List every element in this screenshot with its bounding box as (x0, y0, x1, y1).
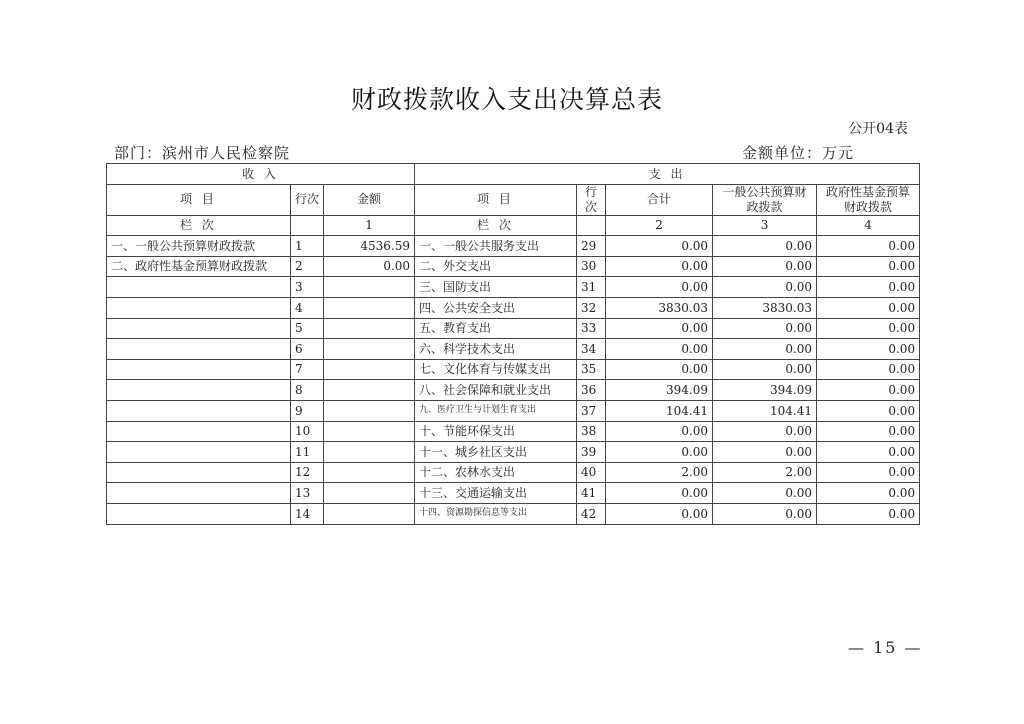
total-cell: 0.00 (606, 339, 713, 360)
page-title: 财政拨款收入支出决算总表 (350, 85, 663, 114)
expense-item-cell: 十二、农林水支出 (415, 462, 577, 483)
department-label: 部门：滨州市人民检察院 (114, 144, 291, 162)
income-item-header: 项 目 (107, 184, 291, 215)
expense-item-cell: 一、一般公共服务支出 (415, 236, 577, 257)
expense-item-cell: 十、节能环保支出 (415, 421, 577, 442)
expense-row-no-cell: 39 (577, 442, 606, 463)
general-budget-cell: 0.00 (713, 256, 817, 277)
income-row-no-cell: 7 (291, 359, 324, 380)
column-header-row (107, 184, 920, 215)
table-row (107, 339, 920, 360)
total-cell: 0.00 (606, 256, 713, 277)
income-item-cell (107, 462, 291, 483)
expense-row-no-cell: 29 (577, 236, 606, 257)
income-row-no-cell: 11 (291, 442, 324, 463)
income-amount-cell (324, 318, 415, 339)
income-item-cell (107, 297, 291, 318)
budget-table (106, 163, 920, 525)
general-budget-cell: 394.09 (713, 380, 817, 401)
general-budget-header: 一般公共预算财政拨款 (713, 184, 817, 215)
general-budget-cell: 0.00 (713, 318, 817, 339)
total-header: 合计 (606, 184, 713, 215)
table-row (107, 462, 920, 483)
general-budget-cell: 0.00 (713, 277, 817, 298)
section-header-row (107, 164, 920, 185)
income-item-cell (107, 380, 291, 401)
income-amount-cell: 4536.59 (324, 236, 415, 257)
column-index-label: 栏 次 (415, 215, 577, 236)
expense-row-no-cell: 42 (577, 503, 606, 524)
expense-row-no-cell: 38 (577, 421, 606, 442)
fund-budget-cell: 0.00 (817, 256, 920, 277)
total-cell: 0.00 (606, 277, 713, 298)
empty-cell (577, 215, 606, 236)
column-index-4: 4 (817, 215, 920, 236)
fund-budget-cell: 0.00 (817, 318, 920, 339)
expense-item-cell: 七、文化体育与传媒支出 (415, 359, 577, 380)
expense-row-no-cell: 37 (577, 400, 606, 421)
income-amount-cell (324, 277, 415, 298)
expense-item-header: 项 目 (415, 184, 577, 215)
total-cell: 0.00 (606, 421, 713, 442)
total-cell: 0.00 (606, 318, 713, 339)
table-row (107, 442, 920, 463)
income-amount-cell (324, 462, 415, 483)
income-item-cell: 二、政府性基金预算财政拨款 (107, 256, 291, 277)
income-row-no-cell: 6 (291, 339, 324, 360)
income-item-cell (107, 400, 291, 421)
income-row-no-cell: 1 (291, 236, 324, 257)
general-budget-cell: 0.00 (713, 503, 817, 524)
income-item-cell (107, 421, 291, 442)
empty-cell (291, 215, 324, 236)
income-item-cell (107, 318, 291, 339)
expense-item-cell: 十三、交通运输支出 (415, 483, 577, 504)
column-index-3: 3 (713, 215, 817, 236)
expense-row-no-header: 行次 (577, 184, 606, 215)
total-cell: 3830.03 (606, 297, 713, 318)
fund-budget-cell: 0.00 (817, 359, 920, 380)
income-row-no-cell: 14 (291, 503, 324, 524)
expense-item-cell: 八、社会保障和就业支出 (415, 380, 577, 401)
income-item-cell: 一、一般公共预算财政拨款 (107, 236, 291, 257)
income-item-cell (107, 359, 291, 380)
general-budget-cell: 104.41 (713, 400, 817, 421)
expense-row-no-cell: 32 (577, 297, 606, 318)
expense-item-cell: 九、医疗卫生与计划生育支出 (415, 400, 577, 421)
table-row (107, 277, 920, 298)
expense-row-no-cell: 31 (577, 277, 606, 298)
general-budget-cell: 0.00 (713, 442, 817, 463)
income-item-cell (107, 483, 291, 504)
expense-row-no-cell: 35 (577, 359, 606, 380)
general-budget-cell: 2.00 (713, 462, 817, 483)
expense-row-no-cell: 34 (577, 339, 606, 360)
income-amount-cell (324, 400, 415, 421)
income-item-cell (107, 339, 291, 360)
fund-budget-cell: 0.00 (817, 483, 920, 504)
expense-row-no-cell: 30 (577, 256, 606, 277)
table-row (107, 503, 920, 524)
income-row-no-cell: 2 (291, 256, 324, 277)
expense-item-cell: 四、公共安全支出 (415, 297, 577, 318)
table-row (107, 318, 920, 339)
table-row (107, 483, 920, 504)
total-cell: 394.09 (606, 380, 713, 401)
total-cell: 2.00 (606, 462, 713, 483)
total-cell: 0.00 (606, 359, 713, 380)
total-cell: 0.00 (606, 442, 713, 463)
general-budget-cell: 0.00 (713, 483, 817, 504)
income-amount-cell (324, 380, 415, 401)
fund-budget-cell: 0.00 (817, 503, 920, 524)
income-item-cell (107, 277, 291, 298)
amount-unit-label: 金额单位：万元 (742, 144, 855, 162)
income-row-no-cell: 12 (291, 462, 324, 483)
income-row-no-cell: 3 (291, 277, 324, 298)
total-cell: 0.00 (606, 483, 713, 504)
column-index-2: 2 (606, 215, 713, 236)
income-row-no-cell: 4 (291, 297, 324, 318)
expense-row-no-cell: 41 (577, 483, 606, 504)
table-row (107, 297, 920, 318)
general-budget-cell: 0.00 (713, 359, 817, 380)
table-row (107, 256, 920, 277)
column-index-1: 1 (324, 215, 415, 236)
expense-row-no-cell: 40 (577, 462, 606, 483)
income-header: 收 入 (107, 164, 415, 185)
income-amount-header: 金额 (324, 184, 415, 215)
income-amount-cell (324, 442, 415, 463)
form-number: 公开04表 (848, 121, 908, 137)
fund-budget-cell: 0.00 (817, 236, 920, 257)
income-amount-cell (324, 339, 415, 360)
fund-budget-cell: 0.00 (817, 462, 920, 483)
general-budget-cell: 3830.03 (713, 297, 817, 318)
fund-budget-cell: 0.00 (817, 277, 920, 298)
income-row-no-cell: 9 (291, 400, 324, 421)
expense-row-no-cell: 33 (577, 318, 606, 339)
expense-item-cell: 二、外交支出 (415, 256, 577, 277)
general-budget-cell: 0.00 (713, 339, 817, 360)
income-row-no-header: 行次 (291, 184, 324, 215)
column-index-row (107, 215, 920, 236)
income-amount-cell (324, 297, 415, 318)
fund-budget-cell: 0.00 (817, 400, 920, 421)
fund-budget-cell: 0.00 (817, 442, 920, 463)
total-cell: 0.00 (606, 236, 713, 257)
total-cell: 104.41 (606, 400, 713, 421)
income-amount-cell: 0.00 (324, 256, 415, 277)
income-amount-cell (324, 503, 415, 524)
expense-item-cell: 三、国防支出 (415, 277, 577, 298)
total-cell: 0.00 (606, 503, 713, 524)
income-amount-cell (324, 359, 415, 380)
table-row (107, 380, 920, 401)
income-row-no-cell: 5 (291, 318, 324, 339)
income-amount-cell (324, 483, 415, 504)
expense-item-cell: 五、教育支出 (415, 318, 577, 339)
table-row (107, 236, 920, 257)
fund-budget-cell: 0.00 (817, 297, 920, 318)
fund-budget-header: 政府性基金预算财政拨款 (817, 184, 920, 215)
income-row-no-cell: 13 (291, 483, 324, 504)
fund-budget-cell: 0.00 (817, 380, 920, 401)
fund-budget-cell: 0.00 (817, 339, 920, 360)
general-budget-cell: 0.00 (713, 421, 817, 442)
column-index-label: 栏 次 (107, 215, 291, 236)
income-row-no-cell: 10 (291, 421, 324, 442)
expense-header: 支 出 (415, 164, 920, 185)
general-budget-cell: 0.00 (713, 236, 817, 257)
expense-item-cell: 六、科学技术支出 (415, 339, 577, 360)
expense-item-cell: 十四、资源勘探信息等支出 (415, 503, 577, 524)
expense-item-cell: 十一、城乡社区支出 (415, 442, 577, 463)
income-amount-cell (324, 421, 415, 442)
expense-row-no-cell: 36 (577, 380, 606, 401)
table-row (107, 400, 920, 421)
income-item-cell (107, 503, 291, 524)
income-item-cell (107, 442, 291, 463)
table-row (107, 421, 920, 442)
income-row-no-cell: 8 (291, 380, 324, 401)
fund-budget-cell: 0.00 (817, 421, 920, 442)
table-row (107, 359, 920, 380)
page-number: — 15 — (848, 638, 923, 657)
